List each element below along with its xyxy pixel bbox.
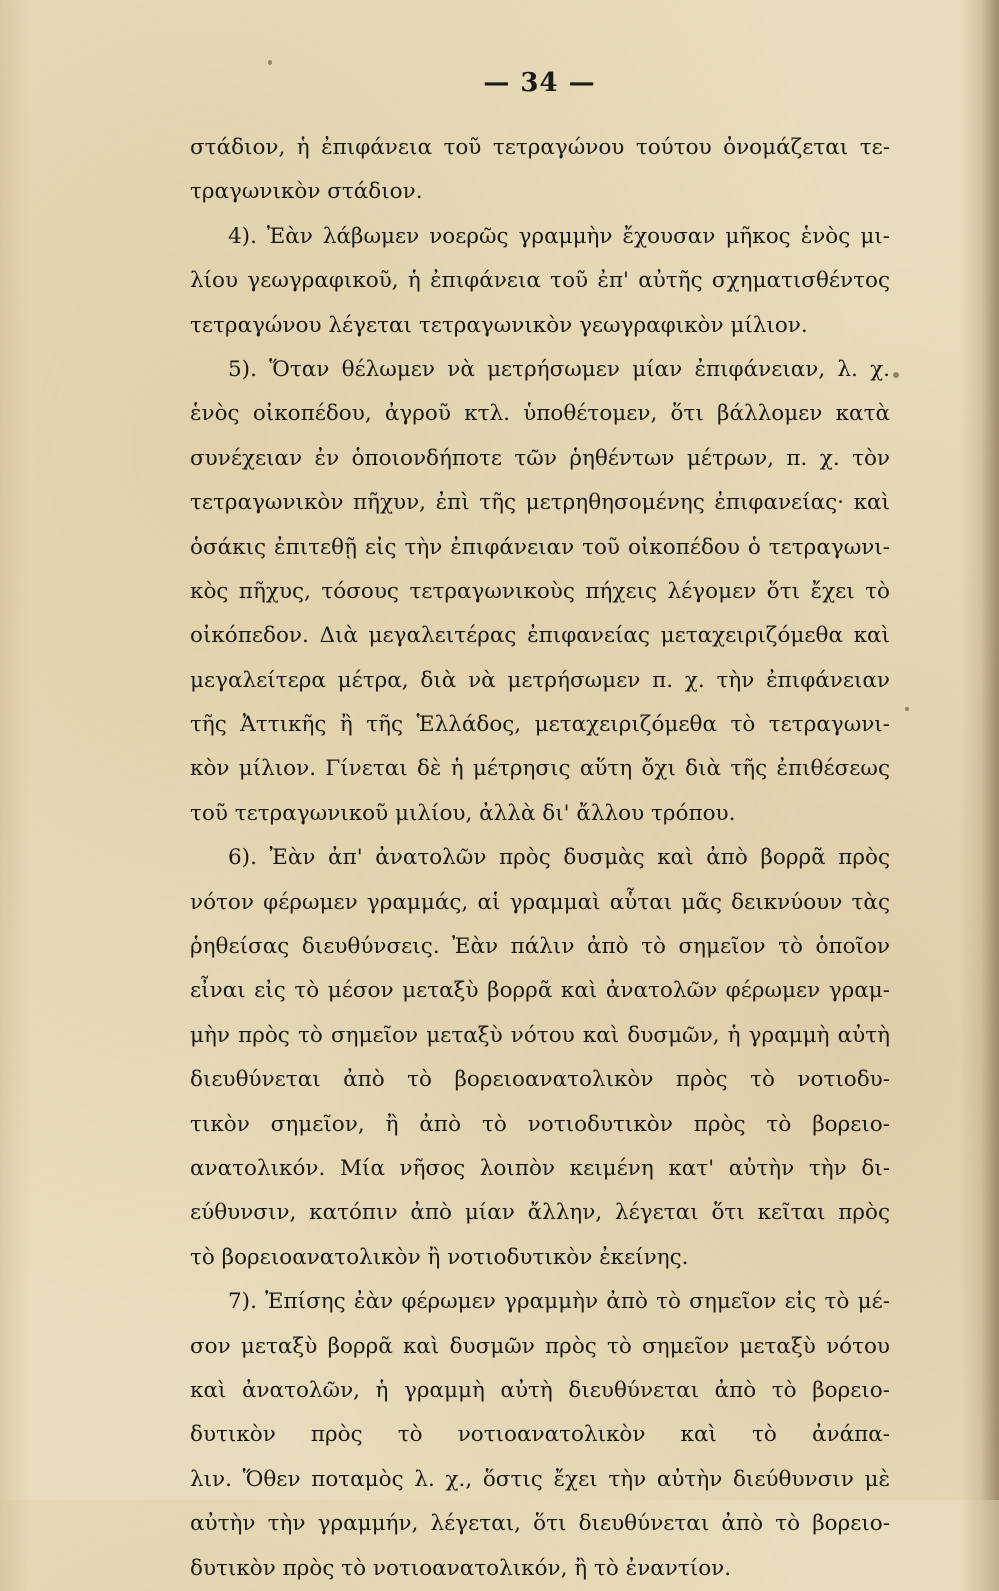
text-line: στάδιον, ἡ ἐπιφάνεια τοῦ τετραγώνου τούτου ὀνομάζεται τε- bbox=[190, 135, 890, 160]
text-line: σον μεταξὺ βορρᾶ καὶ δυσμῶν πρὸς τὸ σημεῖον μεταξὺ νότου bbox=[190, 1333, 890, 1359]
text-line: διευθύνεται ἀπὸ τὸ βορειοανατολικὸν πρὸς τὸ νοτιοδυ- bbox=[190, 1067, 890, 1093]
ink-speck bbox=[905, 707, 909, 711]
text-line: τραγωνικὸν στάδιον. bbox=[190, 179, 423, 205]
text-line: 5). Ὅταν θέλωμεν νὰ μετρήσωμεν μίαν ἐπιφάνειαν, λ. χ. bbox=[228, 356, 890, 382]
text-line: 6). Ἐὰν ἀπ' ἀνατολῶν πρὸς δυσμὰς καὶ ἀπὸ βορρᾶ πρὸς bbox=[228, 845, 890, 871]
text-line: εύθυνσιν, κατόπιν ἀπὸ μίαν ἄλλην, λέγεται ὅτι κεῖται πρὸς bbox=[190, 1200, 890, 1226]
text-line: 4). Ἐὰν λάβωμεν νοερῶς γραμμὴν ἔχουσαν μῆκος ἑνὸς μι- bbox=[228, 223, 890, 249]
page-number: — 34 — bbox=[483, 68, 596, 98]
text-line: νότον φέρωμεν γραμμάς, αἱ γραμμαὶ αὗται μᾶς δεικνύουν τὰς bbox=[190, 889, 890, 915]
ink-speck bbox=[893, 372, 899, 378]
text-line: αὐτὴν τὴν γραμμήν, λέγεται, ὅτι διευθύνεται ἀπὸ τὸ βορειο- bbox=[190, 1511, 890, 1537]
page-edge-shadow bbox=[981, 0, 999, 1500]
body-text bbox=[190, 126, 890, 1591]
text-line: λιν. Ὅθεν ποταμὸς λ. χ., ὅστις ἔχει τὴν αὐτὴν διεύθυνσιν μὲ bbox=[190, 1466, 890, 1492]
text-line: κὸς πῆχυς, τόσους τετραγωνικοὺς πήχεις λέγομεν ὅτι ἔχει τὸ bbox=[190, 578, 890, 604]
text-line: τῆς Ἀττικῆς ἢ τῆς Ἑλλάδος, μεταχειριζόμεθα τὸ τετραγωνι- bbox=[190, 712, 890, 738]
text-line: καὶ ἀνατολῶν, ἡ γραμμὴ αὐτὴ διευθύνεται ἀπὸ τὸ βορειο- bbox=[190, 1377, 890, 1403]
text-line: ανατολικόν. Μία νῆσος λοιπὸν κειμένη κατ' αὐτὴν τὴν δι- bbox=[190, 1155, 890, 1181]
text-line: λίου γεωγραφικοῦ, ἡ ἐπιφάνεια τοῦ ἐπ' αὐτῆς σχηματισθέντος bbox=[190, 268, 890, 294]
text-line: κὸν μίλιον. Γίνεται δὲ ἡ μέτρησις αὕτη ὄχι διὰ τῆς ἐπιθέσεως bbox=[190, 756, 890, 782]
text-line: μὴν πρὸς τὸ σημεῖον μεταξὺ νότου καὶ δυσμῶν, ἡ γραμμὴ αὐτὴ bbox=[190, 1022, 890, 1048]
text-line: 7). Ἐπίσης ἐὰν φέρωμεν γραμμὴν ἀπὸ τὸ σημεῖον εἰς τὸ μέ- bbox=[228, 1289, 890, 1315]
text-line: ἑνὸς οἰκοπέδου, ἀγροῦ κτλ. ὑποθέτομεν, ὅτι βάλλομεν κατὰ bbox=[190, 401, 890, 427]
text-line: δυτικὸν πρὸς τὸ νοτιοανατολικόν, ἢ τὸ ἐναντίον. bbox=[190, 1555, 732, 1581]
text-line: συνέχειαν ἐν ὁποιονδήποτε τῶν ῥηθέντων μέτρων, π. χ. τὸν bbox=[190, 445, 890, 471]
text-line: τοῦ τετραγωνικοῦ μιλίου, ἀλλὰ δι' ἄλλου τρόπου. bbox=[190, 800, 736, 826]
text-line: τετραγώνου λέγεται τετραγωνικὸν γεωγραφικὸν μίλιον. bbox=[190, 312, 808, 338]
text-line: ὁσάκις ἐπιτεθῇ εἰς τὴν ἐπιφάνειαν τοῦ οἰκοπέδου ὁ τετραγωνι- bbox=[190, 534, 890, 560]
text-line: ῥηθείσας διευθύνσεις. Ἐὰν πάλιν ἀπὸ τὸ σημεῖον τὸ ὁποῖον bbox=[190, 934, 890, 960]
text-line: δυτικὸν πρὸς τὸ νοτιοανατολικὸν καὶ τὸ ἀνάπα- bbox=[190, 1422, 890, 1448]
text-line: μεγαλείτερα μέτρα, διὰ νὰ μετρήσωμεν π. χ. τὴν ἐπιφάνειαν bbox=[190, 667, 890, 693]
text-line: τὸ βορειοανατολικὸν ἢ νοτιοδυτικὸν ἐκείνης. bbox=[190, 1244, 689, 1270]
text-line: εἶναι εἰς τὸ μέσον μεταξὺ βορρᾶ καὶ ἀνατολῶν φέρωμεν γραμ- bbox=[190, 978, 890, 1004]
ink-speck bbox=[268, 60, 272, 65]
text-line: οἰκόπεδον. Διὰ μεγαλειτέρας ἐπιφανείας μεταχειριζόμεθα καὶ bbox=[190, 623, 890, 649]
text-line: τετραγωνικὸν πῆχυν, ἐπὶ τῆς μετρηθησομένης ἐπιφανείας· καὶ bbox=[190, 490, 890, 516]
text-line: τικὸν σημεῖον, ἢ ἀπὸ τὸ νοτιοδυτικὸν πρὸς τὸ βορειο- bbox=[190, 1111, 890, 1137]
